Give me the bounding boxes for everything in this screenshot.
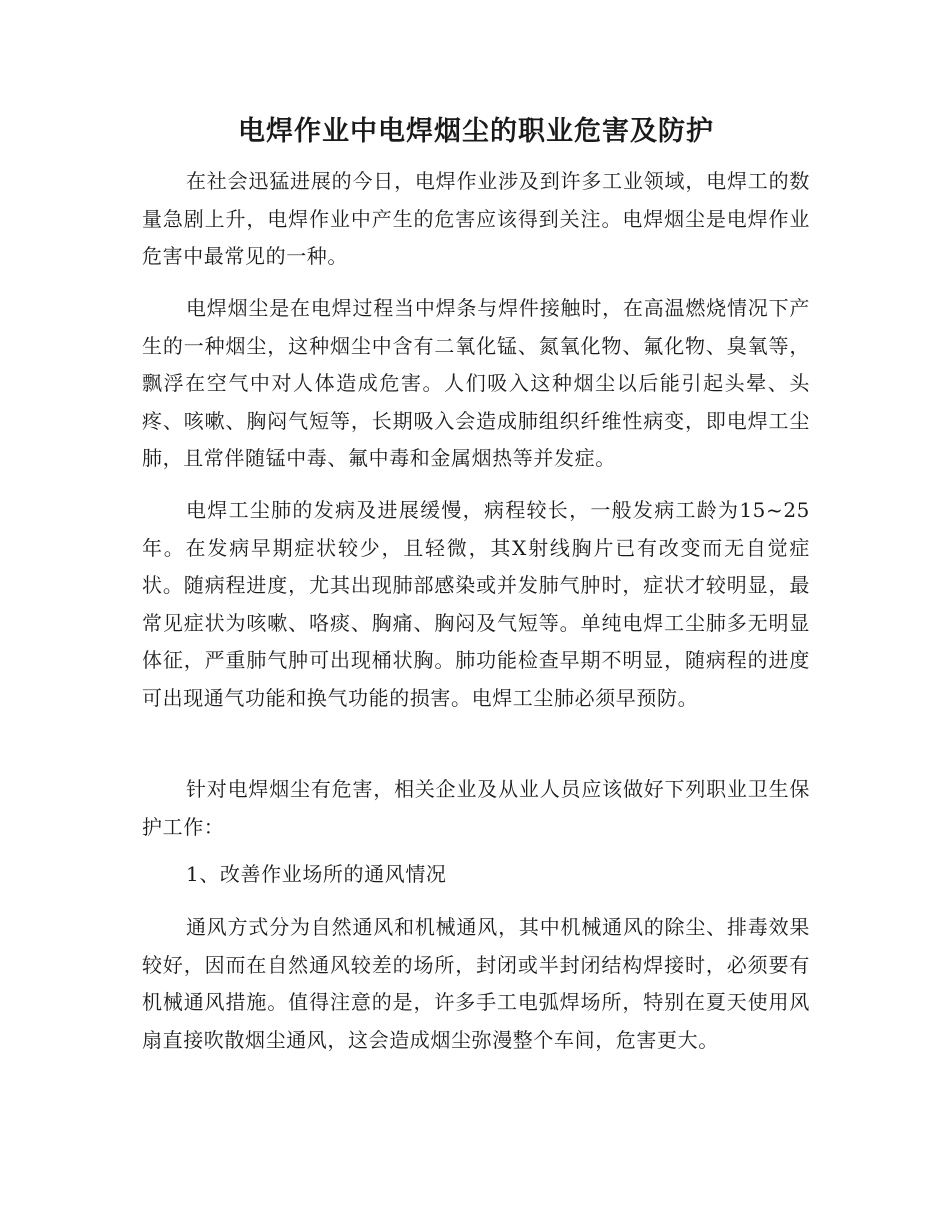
document-title: 电焊作业中电焊烟尘的职业危害及防护 <box>238 116 714 147</box>
paragraph-fume-description: 电焊烟尘是在电焊过程当中焊条与焊件接触时，在高温燃烧情况下产生的一种烟尘，这种烟尘中含有二氧化锰、氮氧化物、氟化物、臭氧等，飘浮在空气中对人体造成危害。人们吸入这种烟尘以后能引起头晕、头疼、咳嗽、胸闷气短等，长期吸入会造成肺组织纤维性病变，即电焊工尘肺，且常伴随锰中毒、氟中毒和金属烟热等并发症。 <box>142 296 810 470</box>
paragraph-intro: 在社会迅猛进展的今日，电焊作业涉及到许多工业领域，电焊工的数量急剧上升，电焊作业中产生的危害应该得到关注。电焊烟尘是电焊作业危害中最常见的一种。 <box>142 169 810 268</box>
paragraph-ventilation: 通风方式分为自然通风和机械通风，其中机械通风的除尘、排毒效果较好，因而在自然通风较差的场所，封闭或半封闭结构焊接时，必须要有机械通风措施。值得注意的是，许多手工电弧焊场所，特别在夏天使用风扇直接吹散烟尘通风，这会造成烟尘弥漫整个车间，危害更大。 <box>142 915 810 1052</box>
paragraph-protection-intro: 针对电焊烟尘有危害，相关企业及从业人员应该做好下列职业卫生保护工作： <box>142 777 810 839</box>
section-heading-ventilation: 1、改善作业场所的通风情况 <box>186 862 447 886</box>
paragraph-pneumoconiosis: 电焊工尘肺的发病及进展缓慢，病程较长，一般发病工龄为15~25年。在发病早期症状较少，且轻微，其X射线胸片已有改变而无自觉症状。随病程进度，尤其出现肺部感染或并发肺气肿时，症状才较明显，最常见症状为咳嗽、咯痰、胸痛、胸闷及气短等。单纯电焊工尘肺多无明显体征，严重肺气肿可出现桶状胸。肺功能检查早期不明显，随病程的进度可出现通气功能和换气功能的损害。电焊工尘肺必须早预防。 <box>142 498 810 710</box>
